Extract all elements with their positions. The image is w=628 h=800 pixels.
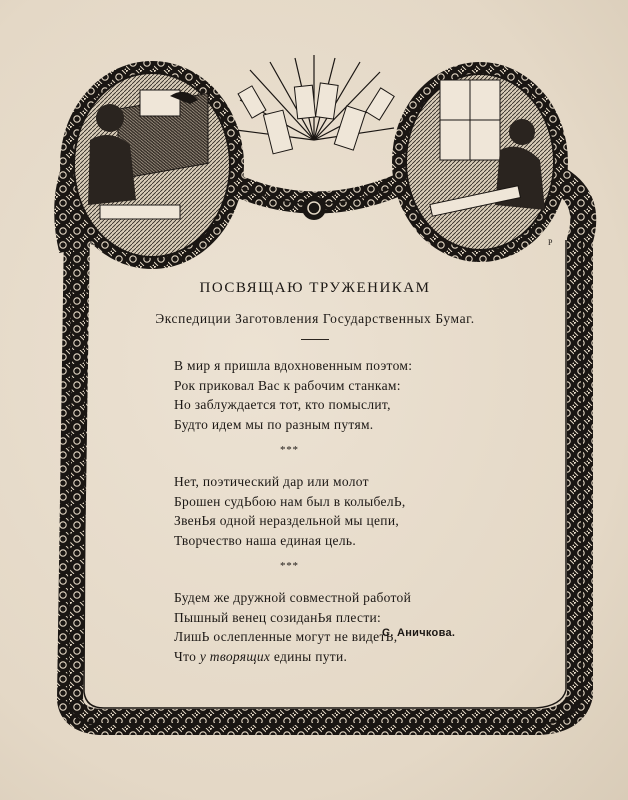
dedication-title: ПОСВЯЩАЮ ТРУЖЕНИКАМ (199, 280, 431, 296)
sunburst-illustration (215, 55, 420, 220)
poem-block (130, 280, 500, 666)
asterism-divider (280, 558, 320, 580)
poem-line: Брошен судЬбою нам был в колыбелЬ, (174, 493, 406, 509)
poem-line: Нет, поэтический дар или молот (174, 474, 369, 489)
author-signature: С. Аничкова. (382, 627, 456, 639)
last-line-post: едины пути. (270, 648, 348, 664)
poem-line: В мир я пришла вдохновенным поэтом: (174, 358, 413, 373)
last-line-italic: у творящих (199, 648, 271, 664)
poem-line: Творчество наша единая цель. (174, 532, 357, 548)
poem-line: Будем же дружной совместной работой (174, 590, 412, 605)
writer-illustration (392, 62, 568, 262)
stanza-2 (174, 472, 500, 550)
asterism: * * * (280, 444, 297, 456)
poem-line: ЛишЬ ослепленные могут не видетЬ, (174, 629, 398, 644)
asterism: * * * (280, 560, 297, 572)
poem-line: Рок приковал Вас к рабочим станкам: (174, 377, 401, 393)
asterism-divider (280, 442, 320, 464)
last-line-pre: Что (174, 648, 200, 664)
poem-line: ЗвенЬя одной нераздельной мы цепи, (174, 513, 400, 528)
right-illustration-sign: Р (548, 238, 553, 247)
poem-line: Будто идем мы по разным путям. (174, 416, 374, 432)
poem-line-last (174, 647, 500, 667)
poem-line: Но заблуждается тот, кто помыслит, (174, 397, 391, 412)
title-rule (301, 339, 329, 340)
printer-illustration (60, 61, 244, 269)
dedication-subtitle: Экспедиции Заготовления Государственных Бумаг. (155, 311, 475, 326)
left-illustration-sign: С (90, 238, 96, 247)
stanza-1 (174, 356, 500, 434)
poem-line: Пышный венец созиданЬя плести: (174, 609, 382, 625)
